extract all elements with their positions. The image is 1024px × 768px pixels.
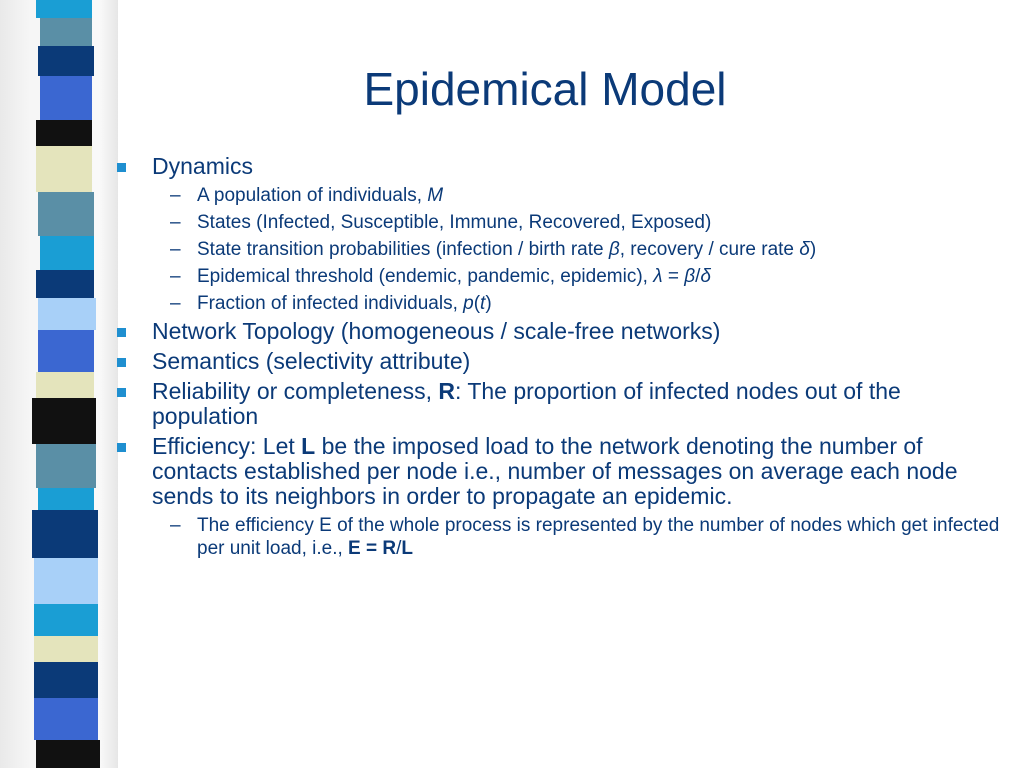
decorative-stripe (36, 146, 92, 192)
sub-bullet-list (110, 184, 1000, 315)
decorative-stripe (38, 46, 94, 76)
square-bullet-icon (117, 358, 126, 367)
text-run: L (401, 538, 413, 559)
bullet-text: Network Topology (homogeneous / scale-free networks) (152, 318, 721, 344)
square-bullet-icon (117, 163, 126, 172)
dash-bullet-icon: – (170, 515, 181, 536)
decorative-stripe (40, 18, 92, 46)
text-run: A population of individuals, (197, 185, 428, 206)
decorative-stripe (32, 398, 96, 444)
sub-bullet-item (110, 211, 1000, 234)
text-run: δ (799, 239, 810, 260)
text-run: L (301, 433, 316, 459)
text-run: ( (473, 293, 481, 314)
decorative-stripe (34, 698, 98, 740)
bullet-text: Semantics (selectivity attribute) (152, 348, 471, 374)
dash-bullet-icon: – (170, 212, 181, 233)
decorative-stripe (34, 558, 98, 604)
text-run: λ (653, 266, 663, 287)
text-run: , recovery / cure rate (619, 239, 800, 260)
square-bullet-icon (117, 328, 126, 337)
decorative-stripe (38, 298, 96, 330)
text-run: Epidemical threshold (endemic, pandemic, epidemic), (197, 266, 654, 287)
sub-bullet-item (110, 514, 1000, 560)
text-run: States (Infected, Susceptible, Immune, Recovered, Exposed) (197, 212, 712, 233)
decorative-stripe (36, 444, 96, 488)
sub-bullet-item (110, 238, 1000, 261)
decorative-stripe (36, 740, 100, 768)
decorative-stripe (38, 488, 94, 512)
decorative-stripe (34, 636, 98, 662)
decorative-stripe (36, 0, 92, 18)
text-run: The efficiency E of the whole process is represented by the number of nodes which get infected per unit load, i.e., (197, 515, 1000, 559)
slide-title: Epidemical Model (363, 63, 727, 115)
decorative-stripe (40, 76, 92, 120)
decorative-stripe (36, 120, 92, 146)
text-run: ) (485, 293, 492, 314)
square-bullet-icon (117, 388, 126, 397)
decorative-stripe (36, 270, 94, 298)
bullet-item (110, 379, 1000, 429)
sub-bullet-item (110, 265, 1000, 288)
bullet-item (110, 349, 1000, 374)
decorative-stripe (36, 372, 94, 398)
decorative-stripe (40, 236, 94, 270)
sub-bullet-item (110, 292, 1000, 315)
text-run: t (480, 293, 486, 314)
text-run: Fraction of infected individuals, (197, 293, 464, 314)
decorative-stripe (38, 192, 94, 236)
decorative-stripe (34, 662, 98, 698)
text-run: R (438, 378, 455, 404)
text-run: β (608, 239, 620, 260)
dash-bullet-icon: – (170, 239, 181, 260)
decorative-stripe-bar (0, 0, 118, 768)
text-run: δ (700, 266, 711, 287)
decorative-stripe (34, 604, 98, 638)
sub-bullet-list (110, 514, 1000, 560)
bullet-item (110, 434, 1000, 509)
sub-bullet-item (110, 184, 1000, 207)
text-run: be the imposed load to the network denoting the number of contacts established per node i.e., number of messages on average each node sends to its neighbors in order to propagate an epidemic. (152, 433, 958, 509)
text-run: : The proportion of infected nodes out of the population (152, 378, 901, 429)
text-run: Efficiency: Let (152, 433, 302, 459)
text-run: M (427, 185, 444, 206)
bullet-list (110, 154, 1000, 564)
text-run: ) (809, 239, 817, 260)
text-run: p (463, 293, 474, 314)
bullet-text: Dynamics (152, 153, 253, 179)
bullet-item (110, 154, 1000, 179)
dash-bullet-icon: – (170, 293, 181, 314)
dash-bullet-icon: – (170, 266, 181, 287)
text-run: / (396, 538, 402, 559)
dash-bullet-icon: – (170, 185, 181, 206)
decorative-stripe (32, 510, 98, 558)
square-bullet-icon (117, 443, 126, 452)
text-run: Reliability or completeness, (152, 378, 439, 404)
text-run: = (662, 266, 685, 287)
decorative-stripe (38, 330, 94, 372)
bullet-item (110, 319, 1000, 344)
text-run: State transition probabilities (infection / birth rate (197, 239, 609, 260)
text-run: / (695, 266, 701, 287)
text-run: E = R (348, 538, 397, 559)
text-run: β (684, 266, 696, 287)
